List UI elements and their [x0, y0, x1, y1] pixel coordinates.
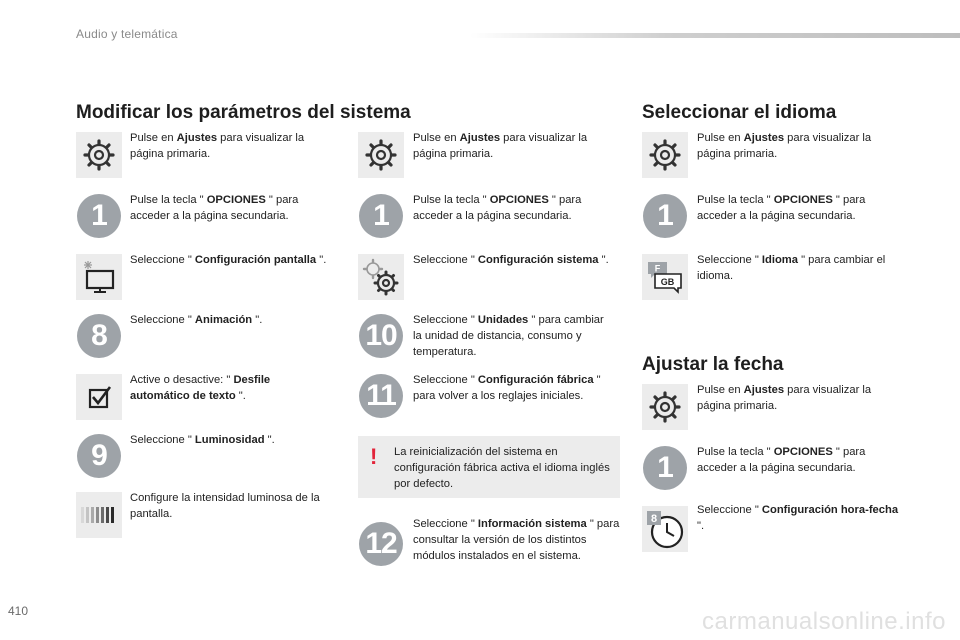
- language-bubbles-icon: [642, 254, 688, 300]
- display-settings-icon: [76, 254, 122, 300]
- step-text: Pulse en Ajustes para visualizar la página primaria.: [697, 132, 872, 160]
- exclamation-icon: !: [370, 444, 378, 469]
- step-text: Seleccione " Información sistema " para consultar la versión de los distintos módulos instalados en el sistema.: [413, 518, 620, 562]
- step-text: Seleccione " Idioma " para cambiar el idioma.: [697, 254, 886, 282]
- watermark: carmanualsonline.info: [702, 608, 946, 635]
- step-text: Pulse la tecla " OPCIONES " para acceder a la página secundaria.: [697, 194, 866, 222]
- language-icon-label-bottom: GB: [660, 277, 675, 287]
- header-title: Audio y telemática: [76, 27, 178, 41]
- warning-note: [358, 436, 620, 498]
- step-text: Seleccione " Configuración pantalla ".: [130, 254, 327, 266]
- checkbox-icon: [76, 374, 122, 420]
- clock-calendar-icon: [642, 506, 688, 552]
- system-settings-gears-icon: [358, 254, 404, 300]
- step-number: 1: [643, 194, 687, 238]
- step-number: 9: [77, 434, 121, 478]
- step-text: Pulse en Ajustes para visualizar la página primaria.: [413, 132, 588, 160]
- gear-icon: [642, 384, 688, 430]
- step-text: Configure la intensidad luminosa de la pantalla.: [130, 492, 320, 520]
- step-text: Seleccione " Configuración fábrica " para volver a los reglajes iniciales.: [413, 374, 601, 402]
- header-divider: [470, 33, 960, 38]
- step-number: 8: [77, 314, 121, 358]
- step-number: 1: [643, 446, 687, 490]
- gear-icon: [642, 132, 688, 178]
- step-number: 10: [359, 314, 403, 358]
- brightness-bars-icon: [76, 492, 122, 538]
- step-text: Seleccione " Unidades " para cambiar la unidad de distancia, consumo y temperatura.: [413, 314, 604, 358]
- language-icon-label-top: F: [654, 263, 661, 274]
- warning-note-text: La reinicialización del sistema en configuración fábrica activa el idioma inglés por defecto.: [394, 446, 610, 490]
- calendar-badge-label: 8: [650, 513, 658, 525]
- step-number: 1: [77, 194, 121, 238]
- step-number: 11: [359, 374, 403, 418]
- step-text: Seleccione " Configuración sistema ".: [413, 254, 609, 266]
- gear-icon: [358, 132, 404, 178]
- step-number: 12: [359, 522, 403, 566]
- page-number: 410: [8, 604, 29, 618]
- section-title-system: Modificar los parámetros del sistema: [76, 102, 411, 123]
- step-text: Pulse la tecla " OPCIONES " para acceder a la página secundaria.: [413, 194, 582, 222]
- step-number: 1: [359, 194, 403, 238]
- step-text: Seleccione " Animación ".: [130, 314, 263, 326]
- step-text: Seleccione " Luminosidad ".: [130, 434, 275, 446]
- step-text: Pulse la tecla " OPCIONES " para acceder a la página secundaria.: [697, 446, 866, 474]
- section-title-date: Ajustar la fecha: [642, 354, 784, 375]
- step-text: Pulse la tecla " OPCIONES " para acceder a la página secundaria.: [130, 194, 299, 222]
- step-text: Seleccione " Configuración hora-fecha ".: [697, 504, 899, 532]
- step-text: Active o desactive: " Desfile automático de texto ".: [130, 374, 271, 402]
- section-title-language: Seleccionar el idioma: [642, 102, 837, 123]
- step-text: Pulse en Ajustes para visualizar la página primaria.: [130, 132, 305, 160]
- gear-icon: [76, 132, 122, 178]
- step-text: Pulse en Ajustes para visualizar la página primaria.: [697, 384, 872, 412]
